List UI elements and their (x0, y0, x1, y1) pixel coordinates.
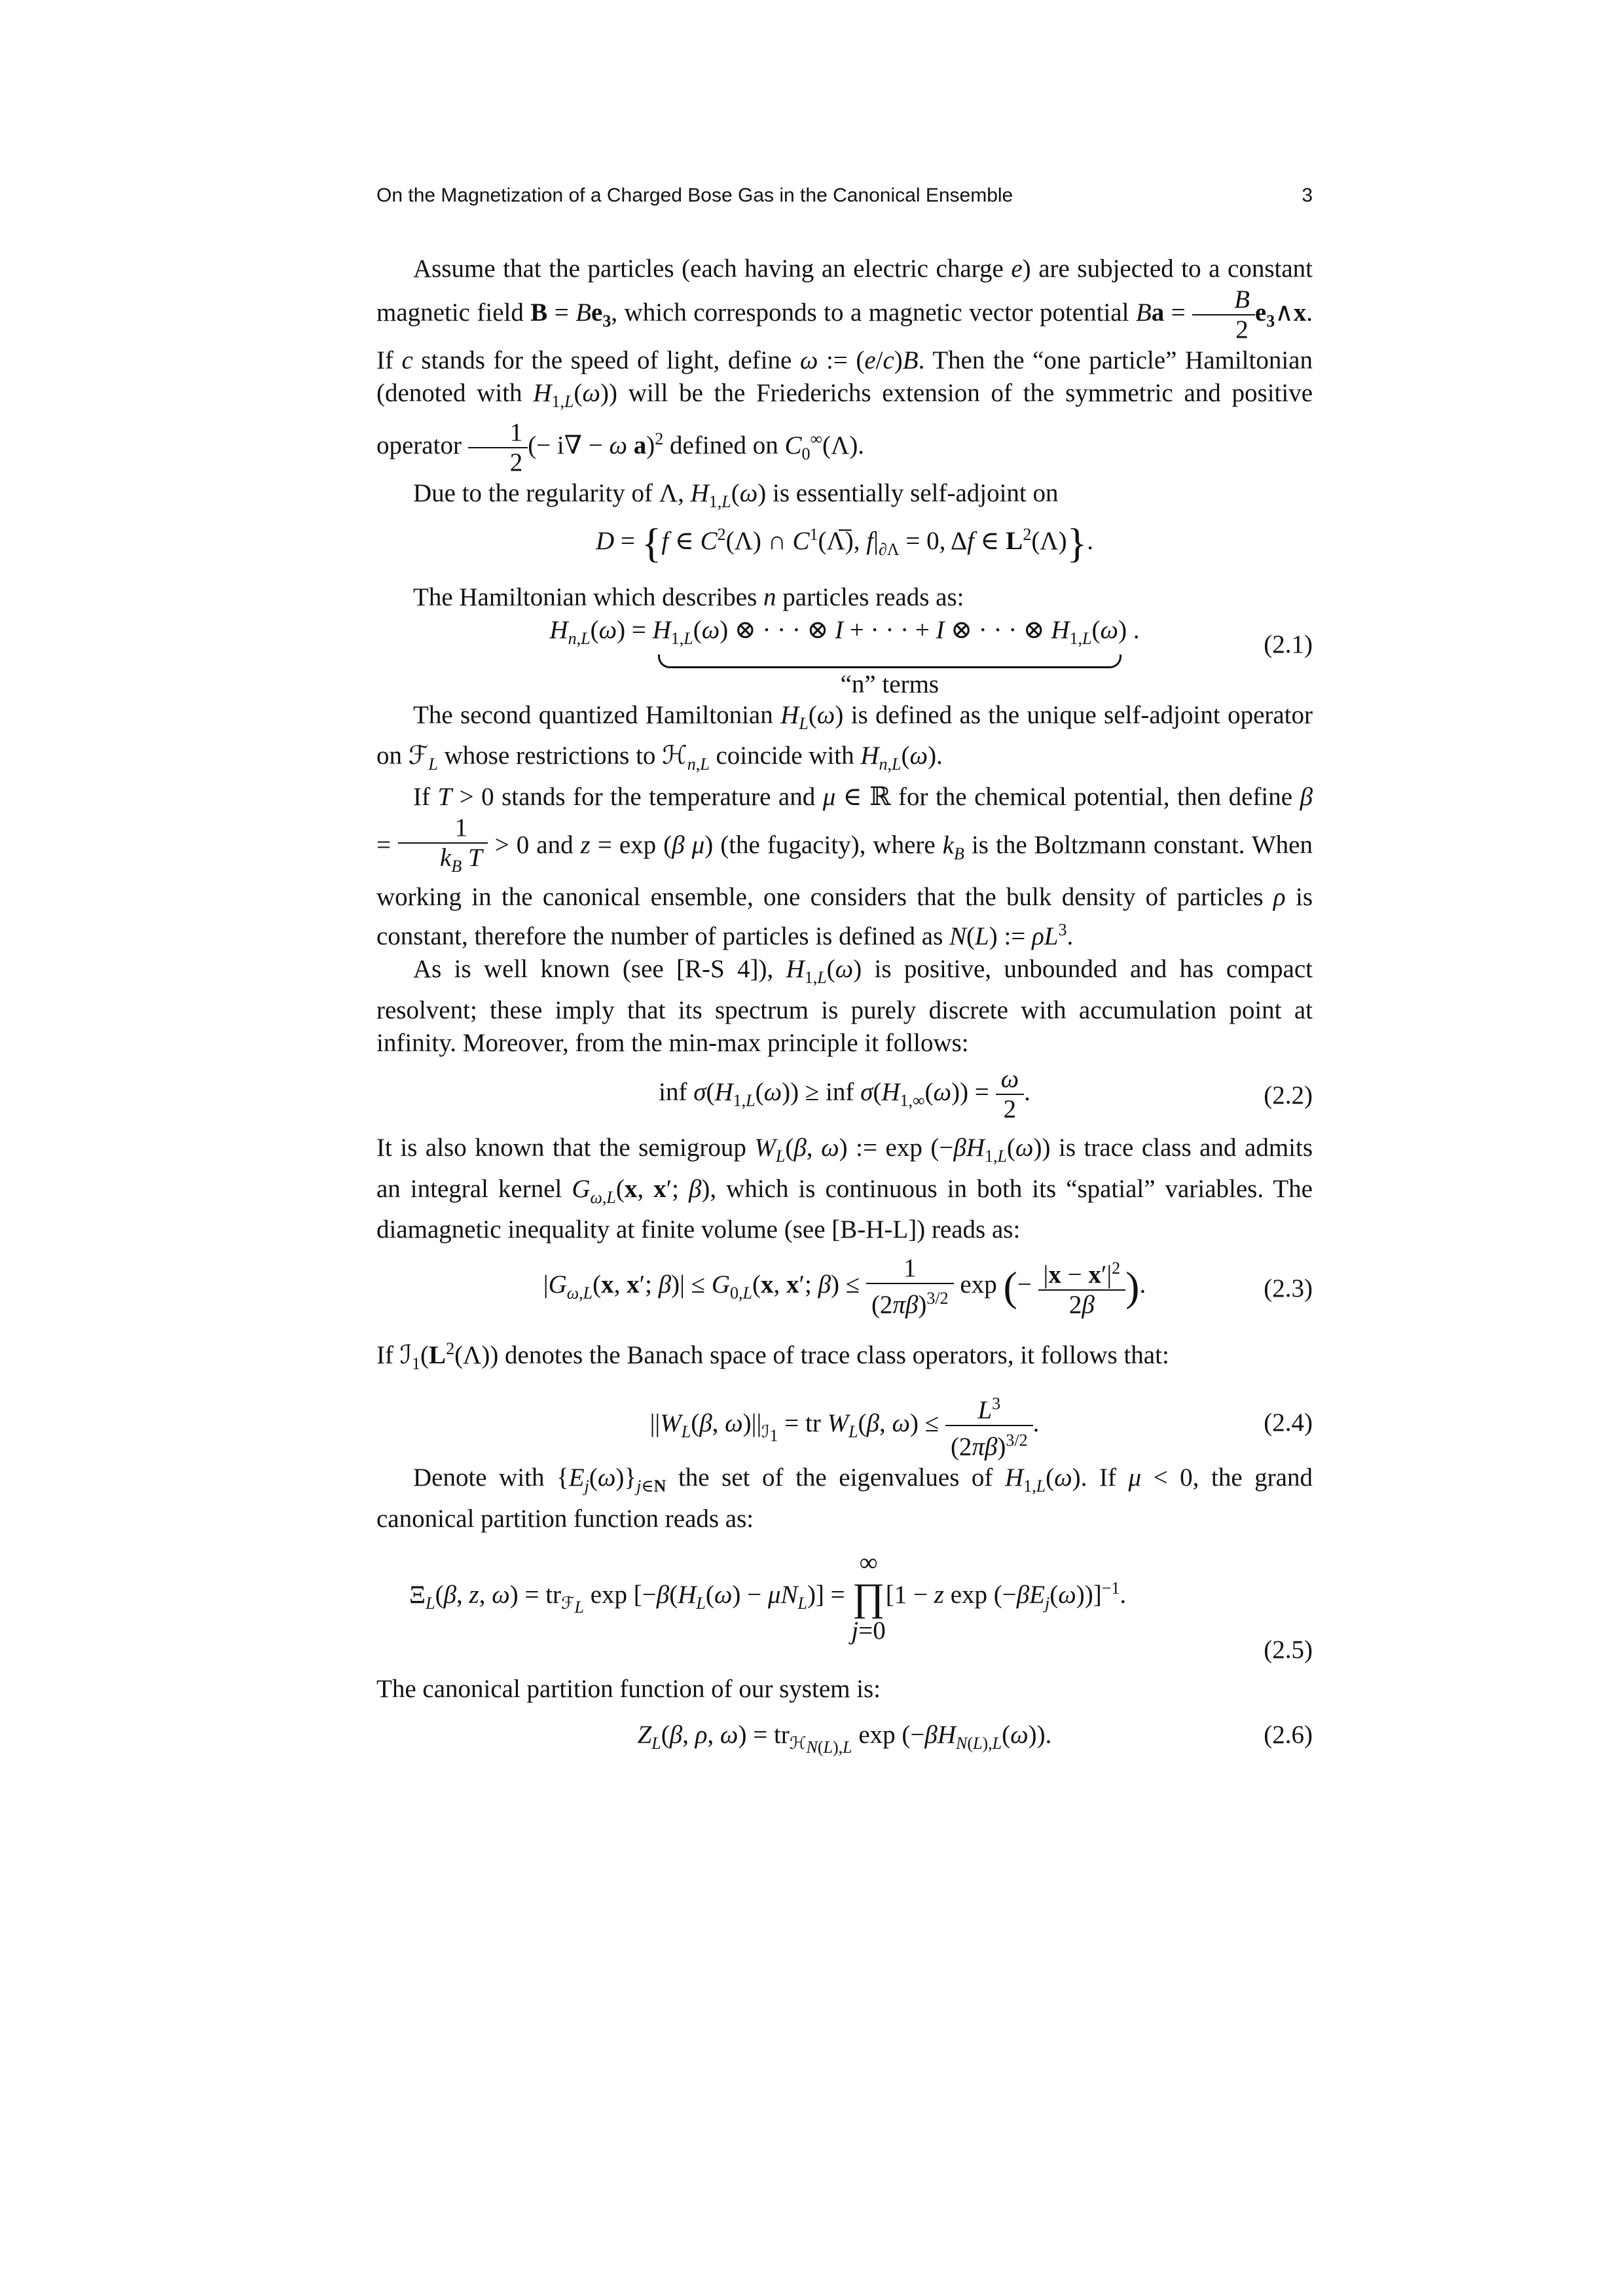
page-body (376, 253, 1313, 1768)
paragraph-semigroup: It is also known that the semigroup $W_L(\beta$, ω) := $\exp (-\beta H_{1,L}(\omega))$ is trace class and admits an integral kernel $G_{\omega,L}(x$, x′; β), which is continuous in both its “spatial” variables. The diamagnetic inequality at finite volume (see [B-H-L]) reads as: (376, 1133, 1313, 1244)
paragraph-spectrum: As is well known (see [R-S 4]), $H_{1,L}(\omega)$ is positive, unbounded and has compact resolvent; these imply that its spectrum is purely discrete with accumulation point at infinity. Moreover, from the min-max principle it follows: (376, 954, 1313, 1057)
paragraph-temperature: If T > 0 stands for the temperature and μ ∈ ℝ for the chemical potential, then define β = $\frac{1}{k_B T}$ > 0 and z = exp (β μ) (the fugacity), where $k_B$ is the Boltzmann constant. When working in the canonical ensemble, one considers that the bulk density of particles ρ is constant, therefore the number of particles is defined as N(L) := $\rho L^3$. (376, 783, 1313, 950)
equation-number: (2.2) (1264, 1081, 1313, 1109)
equation-number: (2.5) (1264, 1635, 1313, 1664)
equation-domain: D = {f ∈ $C^2(\Lambda)$ ∩ $C^1(\Lambda̅)$, $f|_{\partial\Lambda} = 0$, Δf ∈ $L^2(\Lambda)$}. (595, 519, 1094, 566)
paragraph-self-adjoint: Due to the regularity of Λ, $H_{1,L}(\omega)$ is essentially self-adjoint on (413, 478, 1059, 511)
equation-number: (2.1) (1264, 630, 1313, 658)
paragraph-eigenvalues: Denote with $\{E_j(\omega)\}_{j\in N}$ the set of the eigenvalues of $H_{1,L}(\omega)$. If μ < 0, the grand canonical partition function reads as: (376, 1463, 1313, 1533)
equation-number: (2.4) (1264, 1408, 1313, 1437)
equation-2-1: $H_{n,L}(\omega)$ = $H_{1,L}(\omega)$ ⊗ · · · ⊗ I + · · · + I ⊗ · · · ⊗ $H_{1,L}(\omega)$ “n” terms . (2.1) (376, 614, 1313, 699)
paragraph-banach: If $ℐ_1(L^2(\Lambda))$ denotes the Banach space of trace class operators, it follows that: (376, 1339, 1169, 1374)
equation-2-6: $Z_L(\beta$, ρ, $\omega) = tr_{ℋ_{N(L),L}}$ $\exp (-\beta H_{N(L),L}(\omega))$. (2.6) (376, 1706, 1313, 1768)
equation-2-2: inf $\sigma(H_{1,L}(\omega))$ ≥ inf $\sigma(H_{1,\infty}(\omega))$ = $\frac{\omega}{2}$ . (2.2) (659, 1064, 1313, 1123)
paragraph-canonical: The canonical partition function of our system is: (376, 1674, 881, 1703)
running-title: On the Magnetization of a Charged Bose Gas in the Canonical Ensemble (376, 185, 1013, 206)
equation-number: (2.3) (1264, 1274, 1313, 1303)
paragraph-magnetic-field: Assume that the particles (each having an electric charge e) are subjected to a constant magnetic field $B = Be_3$, which corresponds to a magnetic vector potential Ba = $\frac{B}{2}$ $e_3\wedge x$. If c stands for the speed of light, define ω := (e/c)B. Then the “one particle” Hamiltonian (denoted with $H_{1,L}(\omega)$) will be the Friederichs extension of the symmetric and positive operator $\frac{1}{2}$ (− i∇ − ω a)$^2$ defined on $C_0^\infty(\Lambda)$. (376, 255, 1313, 476)
equation-2-5: $\Xi_L(\beta$, z, $\omega) = tr_{ℱ_L}$ $\exp [-\beta(H_L(\omega) - \mu N_L)]$ = ∞ ∏ j=0[1 − z $\exp (-\beta E_j(\omega))]^{-1}$. (2.5) (376, 1535, 1313, 1673)
equation-2-4: $||W_L(\beta$, $\omega)||_{ℐ_1}$ = tr $W_L(\beta$, ω) ≤ $\frac{L^3}{(2\pi\beta)^{3/2}}$ . (2.4) (376, 1380, 1313, 1462)
equation-2-3: $|G_{\omega,L}(x$, x′; $\beta)| \le G_{0,L}(x$, x′; β) ≤ $\frac{1}{(2\pi\beta)^{3/2}}$ exp (− $\frac{|x - x'|^2}{2\beta}$ ). (2.3) (543, 1254, 1313, 1319)
n-terms-label: “n” terms (840, 670, 939, 699)
equation-number: (2.6) (1264, 1720, 1313, 1749)
paragraph-n-particles: The Hamiltonian which describes n particles reads as: (413, 583, 964, 611)
paragraph-second-quantized: The second quantized Hamiltonian $H_L(\omega)$ is defined as the unique self-adjoint operator on ℱ$_L$ whose restrictions to ℋ$_{n,L}$ coincide with $H_{n,L}(\omega)$. (376, 700, 1313, 774)
running-header (376, 185, 1313, 217)
page-number: 3 (1302, 185, 1313, 206)
